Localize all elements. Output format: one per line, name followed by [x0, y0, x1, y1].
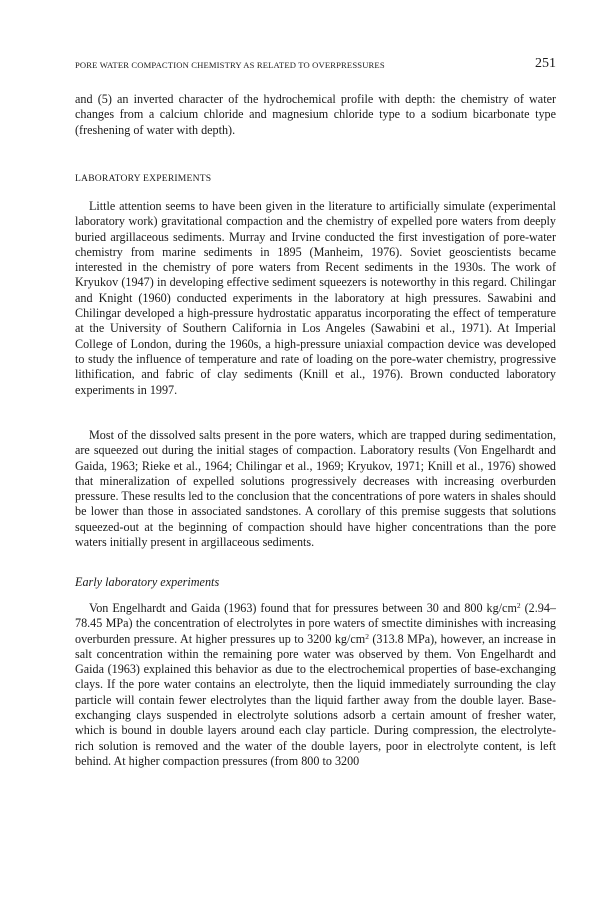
superscript: 2	[516, 601, 521, 610]
superscript: 2	[365, 631, 369, 641]
subheading: Early laboratory experiments	[75, 575, 220, 589]
paragraph-text: (313.8 MPa), however, an increase in salt concentration within the remaining pore water was observed by them. Von Engelhardt and Gaida (1963) explained this behavior as due to the electrochemical properties of base-exchanging clays. If the pore water contains an electrolyte, then the liquid immediately surrounding the clay particle will contain fewer electrolytes than the liquid farther away from the double layer. Base-exchanging clays suspended in electrolyte solutions adsorb a certain amount of fresher water, which is bound in double layers around each clay particle. During compression, the electrolyte-rich solution is removed and the water of the double layers, poor in electrolyte content, is left behind. At higher compaction pressures (from 800 to 3200	[75, 631, 556, 768]
paragraph-von-engelhardt	[75, 601, 556, 769]
paragraph-text: Von Engelhardt and Gaida (1963) found that for pressures between 30 and 800 kg/cm	[89, 601, 517, 615]
paragraph-text: (2.94–78.45 MPa) the concentration of electrolytes in pore waters of smectite diminishes with increasing overburden pressure. At higher pressures up to 3200 kg/cm	[75, 601, 556, 646]
section-heading: LABORATORY EXPERIMENTS	[75, 173, 212, 184]
page-header	[75, 56, 556, 76]
intro-paragraph: and (5) an inverted character of the hydrochemical profile with depth: the chemistry of water changes from a calcium chloride and magnesium chloride type to a sodium bicarbonate type (freshening of water with depth).	[75, 92, 556, 137]
paragraph-history: Little attention seems to have been given in the literature to artificially simulate (experimental laboratory work) gravitational compaction and the chemistry of expelled pore waters from deeply buried argillaceous sediments. Murray and Irvine conducted the first investigation of pore-water chemistry from marine sediments in 1895 (Manheim, 1976). Soviet geoscientists became interested in the chemistry of pore waters from Recent sediments in the 1930s. The work of Kryukov (1947) in developing effective sediment squeezers is noteworthy in this regard. Chilingar and Knight (1960) conducted experiments in the laboratory at high pressures. Sawabini and Chilingar developed a high-pressure hydrostatic apparatus incorporating the effect of temperature at the University of Southern California in Los Angeles (Sawabini et al., 1971). At Imperial College of London, during the 1960s, a high-pressure uniaxial compaction device was developed to study the influence of temperature and rate of loading on the pore-water chemistry, progressive lithification, and fabric of clay sediments (Knill et al., 1976). Brown conducted laboratory experiments in 1997.	[75, 199, 556, 397]
running-head: PORE WATER COMPACTION CHEMISTRY AS RELATED TO OVERPRESSURES	[75, 60, 385, 70]
page-number: 251	[535, 56, 556, 71]
paragraph-dissolved-salts: Most of the dissolved salts present in the pore waters, which are trapped during sedimentation, are squeezed out during the initial stages of compaction. Laboratory results (Von Engelhardt and Gaida, 1963; Rieke et al., 1964; Chilingar et al., 1969; Kryukov, 1971; Knill et al., 1976) showed that mineralization of expelled solutions progressively decreases with increasing overburden pressure. These results led to the conclusion that the concentrations of pore waters in shales should be lower than those in associated sandstones. A corollary of this premise suggests that solutions squeezed-out at the beginning of compaction should have higher concentrations than the pore waters initially present in argillaceous sediments.	[75, 428, 556, 550]
document-page	[75, 0, 556, 900]
